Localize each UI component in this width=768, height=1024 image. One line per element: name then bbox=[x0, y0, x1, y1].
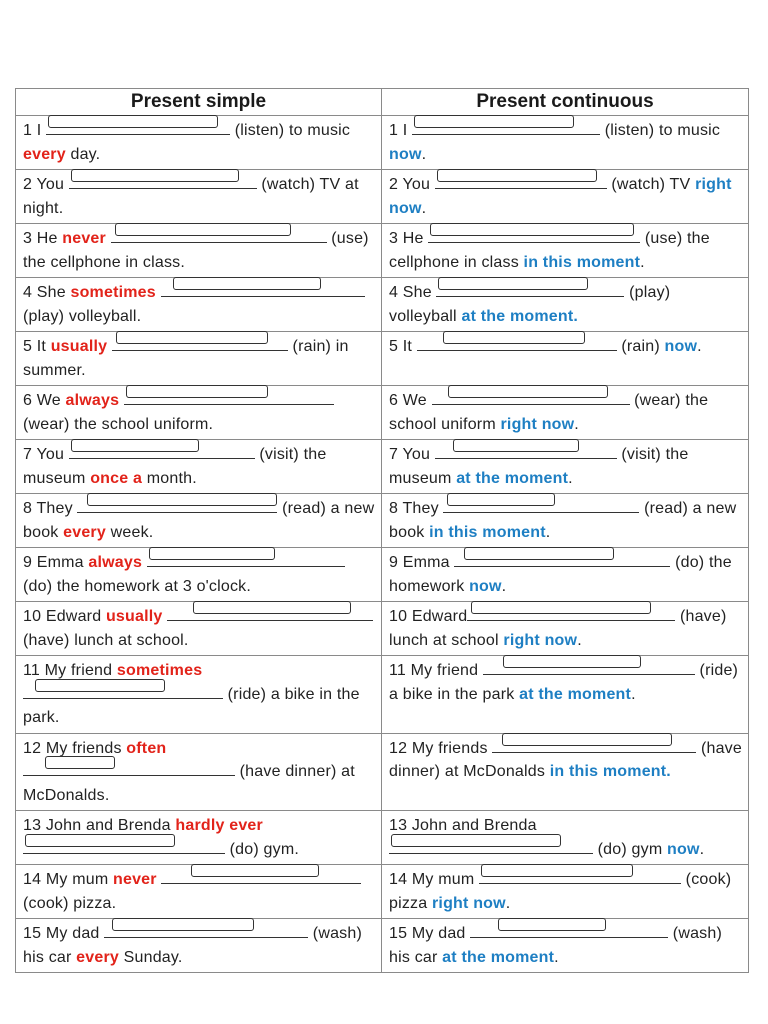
answer-input[interactable] bbox=[471, 601, 651, 614]
sentence-text: 7 You bbox=[389, 446, 435, 463]
worksheet bbox=[15, 88, 748, 973]
sentence-text: (do) the homework at 3 o'clock. bbox=[23, 577, 252, 595]
time-expression: at the moment. bbox=[461, 307, 579, 325]
header-row bbox=[16, 89, 749, 116]
sentence-text: (wear) the school uniform. bbox=[23, 415, 214, 433]
answer-blank bbox=[111, 228, 327, 243]
answer-blank bbox=[23, 761, 235, 776]
sentence-text: . bbox=[640, 253, 645, 271]
answer-input[interactable] bbox=[116, 331, 268, 344]
present-continuous-cell bbox=[382, 656, 749, 734]
present-continuous-cell bbox=[382, 865, 749, 919]
sentence-text: (wear) the school uniform bbox=[389, 392, 709, 433]
answer-input[interactable] bbox=[191, 864, 319, 877]
frequency-adverb: always bbox=[65, 392, 120, 409]
sentence-text: Sunday. bbox=[119, 948, 183, 966]
present-simple-cell bbox=[16, 170, 382, 224]
present-simple-cell bbox=[16, 332, 382, 386]
answer-input[interactable] bbox=[87, 493, 277, 506]
sentence-text: (have dinner) at McDonalds bbox=[389, 739, 742, 780]
sentence-text: 10 Edward bbox=[23, 608, 106, 625]
sentence-text: (do) the homework bbox=[389, 554, 732, 595]
answer-blank bbox=[412, 120, 600, 135]
time-expression: right now bbox=[500, 415, 575, 433]
sentence-text: (play) volleyball bbox=[389, 284, 671, 325]
answer-input[interactable] bbox=[391, 834, 561, 847]
sentence-text: . bbox=[577, 631, 582, 649]
answer-blank bbox=[417, 336, 617, 351]
sentence-text: (cook) pizza bbox=[389, 871, 732, 912]
answer-input[interactable] bbox=[437, 169, 597, 182]
sentence-text: 6 We bbox=[23, 392, 66, 409]
answer-blank bbox=[46, 120, 230, 135]
time-expression: right now bbox=[389, 176, 732, 217]
answer-blank bbox=[428, 228, 640, 243]
sentence-text: . bbox=[697, 338, 702, 355]
sentence-text: (visit) the museum bbox=[389, 446, 689, 487]
sentence-text: . bbox=[574, 415, 579, 433]
present-continuous-cell bbox=[382, 494, 749, 548]
answer-blank bbox=[23, 839, 225, 854]
answer-blank bbox=[443, 498, 639, 513]
sentence-text: 8 They bbox=[23, 500, 78, 517]
exercise-row bbox=[16, 811, 749, 865]
sentence-text: (listen) to music bbox=[600, 122, 721, 139]
answer-input[interactable] bbox=[502, 733, 672, 746]
sentence-text: (read) a new book bbox=[23, 500, 375, 541]
sentence-text: week. bbox=[105, 523, 154, 541]
present-simple-cell bbox=[16, 548, 382, 602]
frequency-adverb: usually bbox=[50, 338, 108, 355]
time-expression: in this moment bbox=[523, 253, 641, 271]
sentence-text: (wash) his car bbox=[389, 925, 723, 966]
header-present-simple: Present simple bbox=[16, 89, 382, 116]
sentence-text: 15 My dad bbox=[23, 925, 105, 942]
frequency-adverb: once a bbox=[90, 469, 143, 487]
answer-input[interactable] bbox=[48, 115, 218, 128]
exercise-row bbox=[16, 170, 749, 224]
frequency-adverb: hardly ever bbox=[175, 817, 263, 834]
exercise-row bbox=[16, 494, 749, 548]
answer-input[interactable] bbox=[35, 679, 165, 692]
sentence-text: . bbox=[421, 145, 427, 163]
answer-input[interactable] bbox=[173, 277, 321, 290]
answer-blank bbox=[483, 660, 695, 675]
exercise-row bbox=[16, 278, 749, 332]
answer-input[interactable] bbox=[414, 115, 574, 128]
sentence-text: (watch) TV bbox=[606, 176, 696, 193]
sentence-text: 12 My friends bbox=[23, 739, 127, 757]
answer-blank bbox=[435, 444, 617, 459]
answer-blank bbox=[77, 498, 277, 513]
answer-blank bbox=[23, 684, 223, 699]
exercise-row bbox=[16, 656, 749, 734]
present-continuous-cell bbox=[382, 548, 749, 602]
sentence-text: 5 It bbox=[389, 338, 417, 355]
present-simple-cell bbox=[16, 278, 382, 332]
sentence-text: . bbox=[505, 894, 511, 912]
sentence-text: 14 My mum bbox=[389, 871, 480, 888]
present-continuous-cell bbox=[382, 919, 749, 973]
frequency-adverb: every bbox=[63, 523, 106, 541]
time-expression: in this moment. bbox=[549, 763, 671, 780]
answer-blank bbox=[467, 606, 675, 621]
sentence-text: 1 I bbox=[389, 122, 413, 139]
answer-input[interactable] bbox=[443, 331, 585, 344]
sentence-text: (rain) bbox=[616, 338, 665, 355]
sentence-text: (do) gym bbox=[593, 840, 668, 858]
sentence-text: 10 Edward bbox=[389, 608, 468, 625]
answer-blank bbox=[104, 923, 308, 938]
answer-blank bbox=[147, 552, 345, 567]
time-expression: in this moment bbox=[429, 523, 546, 541]
sentence-text: (rain) in summer. bbox=[23, 338, 349, 379]
answer-input[interactable] bbox=[447, 493, 555, 506]
sentence-text: 14 My mum bbox=[23, 871, 114, 888]
present-continuous-cell bbox=[382, 170, 749, 224]
answer-blank bbox=[112, 336, 288, 351]
answer-input[interactable] bbox=[45, 756, 115, 769]
answer-blank bbox=[492, 738, 696, 753]
exercise-row bbox=[16, 386, 749, 440]
time-expression: right now bbox=[503, 631, 578, 649]
frequency-adverb: always bbox=[88, 554, 143, 571]
sentence-text: day. bbox=[65, 145, 101, 163]
present-continuous-cell bbox=[382, 440, 749, 494]
present-simple-cell bbox=[16, 386, 382, 440]
answer-input[interactable] bbox=[464, 547, 614, 560]
sentence-text: 2 You bbox=[389, 176, 435, 193]
exercise-row bbox=[16, 602, 749, 656]
sentence-text: 12 My friends bbox=[389, 739, 493, 757]
present-simple-cell bbox=[16, 811, 382, 865]
present-continuous-cell bbox=[382, 332, 749, 386]
present-continuous-cell bbox=[382, 278, 749, 332]
present-simple-cell bbox=[16, 865, 382, 919]
present-simple-cell bbox=[16, 919, 382, 973]
answer-blank bbox=[389, 839, 593, 854]
answer-input[interactable] bbox=[71, 439, 199, 452]
frequency-adverb: sometimes bbox=[70, 284, 156, 301]
sentence-text: (have) lunch at school bbox=[389, 608, 727, 649]
sentence-text: (watch) TV at night. bbox=[23, 176, 359, 217]
sentence-text: 5 It bbox=[23, 338, 51, 355]
sentence-text: (have dinner) at McDonalds. bbox=[23, 763, 355, 804]
sentence-text: 3 He bbox=[389, 230, 429, 247]
time-expression: now bbox=[667, 840, 700, 858]
exercise-row bbox=[16, 733, 749, 811]
present-continuous-cell bbox=[382, 224, 749, 278]
time-expression: at the moment bbox=[519, 685, 632, 703]
exercise-row bbox=[16, 440, 749, 494]
exercise-rows bbox=[16, 116, 749, 973]
frequency-adverb: every bbox=[76, 948, 119, 966]
sentence-text: 11 My friend bbox=[23, 662, 117, 679]
frequency-adverb: every bbox=[23, 145, 66, 163]
answer-input[interactable] bbox=[430, 223, 634, 236]
header-present-continuous: Present continuous bbox=[382, 89, 749, 116]
sentence-text: 2 You bbox=[23, 176, 69, 193]
sentence-text: 1 I bbox=[23, 122, 47, 139]
answer-blank bbox=[161, 282, 365, 297]
answer-blank bbox=[167, 606, 373, 621]
sentence-text: (use) the cellphone in class bbox=[389, 230, 710, 271]
answer-input[interactable] bbox=[71, 169, 239, 182]
answer-blank bbox=[435, 174, 607, 189]
sentence-text: 9 Emma bbox=[23, 554, 89, 571]
answer-input[interactable] bbox=[25, 834, 175, 847]
answer-blank bbox=[69, 444, 255, 459]
present-simple-cell bbox=[16, 116, 382, 170]
sentence-text: (ride) a bike in the park bbox=[389, 662, 739, 703]
sentence-text: . bbox=[421, 199, 427, 217]
present-simple-cell bbox=[16, 602, 382, 656]
answer-input[interactable] bbox=[112, 918, 254, 931]
grammar-table bbox=[15, 88, 749, 973]
answer-blank bbox=[470, 923, 668, 938]
answer-input[interactable] bbox=[481, 864, 633, 877]
sentence-text: 8 They bbox=[389, 500, 444, 517]
sentence-text: 13 John and Brenda bbox=[23, 817, 176, 834]
present-continuous-cell bbox=[382, 116, 749, 170]
sentence-text: 15 My dad bbox=[389, 925, 471, 942]
answer-input[interactable] bbox=[438, 277, 588, 290]
answer-input[interactable] bbox=[448, 385, 608, 398]
answer-blank bbox=[432, 390, 630, 405]
sentence-text: (read) a new book bbox=[389, 500, 737, 541]
sentence-text: (cook) pizza. bbox=[23, 894, 117, 912]
answer-input[interactable] bbox=[498, 918, 606, 931]
sentence-text: (ride) a bike in the park. bbox=[23, 685, 360, 726]
answer-blank bbox=[124, 390, 334, 405]
sentence-text: . bbox=[631, 685, 636, 703]
present-simple-cell bbox=[16, 494, 382, 548]
time-expression: right now bbox=[432, 894, 506, 912]
exercise-row bbox=[16, 332, 749, 386]
frequency-adverb: often bbox=[126, 739, 167, 757]
time-expression: now bbox=[664, 338, 698, 355]
answer-input[interactable] bbox=[503, 655, 641, 668]
frequency-adverb: never bbox=[62, 230, 106, 247]
sentence-text: 4 She bbox=[389, 284, 437, 301]
present-continuous-cell bbox=[382, 386, 749, 440]
time-expression: now bbox=[389, 145, 422, 163]
time-expression: at the moment bbox=[442, 948, 555, 966]
exercise-row bbox=[16, 919, 749, 973]
present-simple-cell bbox=[16, 440, 382, 494]
sentence-text: 13 John and Brenda bbox=[389, 817, 537, 834]
sentence-text: 3 He bbox=[23, 230, 63, 247]
present-simple-cell bbox=[16, 733, 382, 811]
time-expression: now bbox=[469, 577, 502, 595]
frequency-adverb: never bbox=[113, 871, 157, 888]
sentence-text: . bbox=[568, 469, 573, 487]
frequency-adverb: usually bbox=[105, 608, 163, 625]
answer-blank bbox=[454, 552, 670, 567]
answer-blank bbox=[69, 174, 257, 189]
sentence-text: (use) the cellphone in class. bbox=[23, 230, 369, 271]
frequency-adverb: sometimes bbox=[116, 662, 203, 679]
sentence-text: 11 My friend bbox=[389, 662, 483, 679]
sentence-text: (play) volleyball. bbox=[23, 307, 142, 325]
exercise-row bbox=[16, 224, 749, 278]
sentence-text: 9 Emma bbox=[389, 554, 455, 571]
sentence-text: . bbox=[501, 577, 507, 595]
exercise-row bbox=[16, 865, 749, 919]
present-simple-cell bbox=[16, 224, 382, 278]
answer-input[interactable] bbox=[126, 385, 268, 398]
exercise-row bbox=[16, 116, 749, 170]
answer-blank bbox=[161, 869, 361, 884]
sentence-text: (visit) the museum bbox=[23, 446, 327, 487]
present-continuous-cell bbox=[382, 733, 749, 811]
present-continuous-cell bbox=[382, 602, 749, 656]
sentence-text: (listen) to music bbox=[230, 122, 351, 139]
sentence-text: 7 You bbox=[23, 446, 69, 463]
exercise-row bbox=[16, 548, 749, 602]
present-continuous-cell bbox=[382, 811, 749, 865]
sentence-text: 6 We bbox=[389, 392, 432, 409]
answer-input[interactable] bbox=[453, 439, 579, 452]
answer-blank bbox=[479, 869, 681, 884]
sentence-text: . bbox=[699, 840, 705, 858]
answer-input[interactable] bbox=[193, 601, 351, 614]
answer-input[interactable] bbox=[149, 547, 275, 560]
time-expression: at the moment bbox=[456, 469, 569, 487]
sentence-text: (have) lunch at school. bbox=[23, 631, 189, 649]
answer-input[interactable] bbox=[115, 223, 291, 236]
answer-blank bbox=[436, 282, 624, 297]
sentence-text: (do) gym. bbox=[225, 840, 300, 858]
sentence-text: 4 She bbox=[23, 284, 71, 301]
sentence-text: month. bbox=[142, 469, 197, 487]
sentence-text: . bbox=[554, 948, 559, 966]
present-simple-cell bbox=[16, 656, 382, 734]
sentence-text: (wash) his car bbox=[23, 925, 363, 966]
sentence-text: . bbox=[545, 523, 551, 541]
